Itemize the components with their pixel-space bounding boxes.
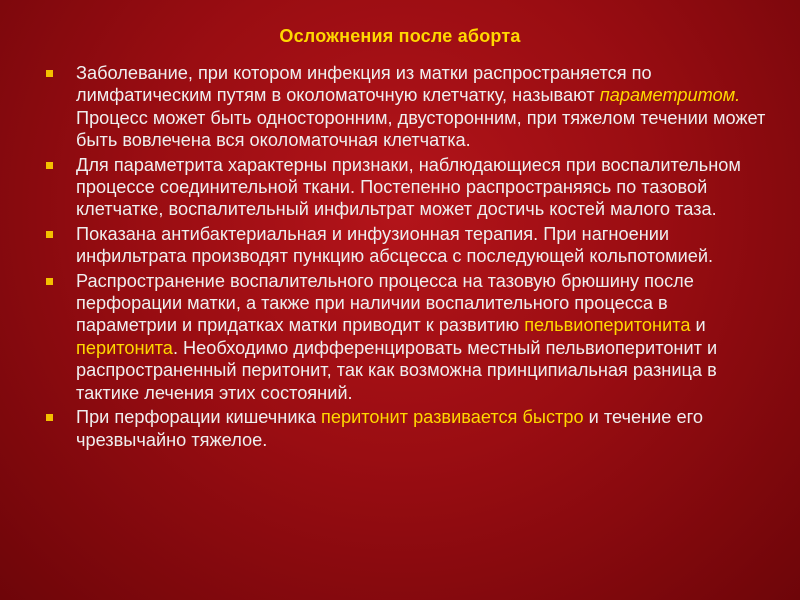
highlight-term: перитонит развивается быстро <box>321 407 584 428</box>
square-bullet-icon <box>46 278 53 285</box>
bullet-text: . Необходимо дифференцировать местный пельвиоперитонит и распространенный перитонит, так как возможна принципиальная разница в тактике лечения этих состояний. <box>76 337 718 403</box>
bullet-item <box>40 270 770 404</box>
bullet-list <box>40 62 770 453</box>
square-bullet-icon <box>46 162 53 169</box>
bullet-text: и течение его чрезвычайно тяжелое. <box>76 407 703 450</box>
bullet-item <box>40 154 770 221</box>
bullet-text: Заболевание, при котором инфекция из матки распространяется по лимфатическим путям в околоматочную клетчатку, называют <box>76 63 652 106</box>
bullet-text: Для параметрита характерны признаки, наблюдающиеся при воспалительном процессе соединительной ткани. Постепенно распространяясь по тазовой клетчатке, воспалительный инфильтрат может достичь костей малого таза. <box>76 154 741 220</box>
bullet-text: Распространение воспалительного процесса на тазовую брюшину после перфорации матки, а также при наличии воспалительного процесса в параметрии и придатках матки приводит к развитию <box>76 270 694 336</box>
square-bullet-icon <box>46 414 53 421</box>
highlight-term: пельвиоперитонита <box>524 315 691 336</box>
bullet-item <box>40 62 770 152</box>
bullet-item <box>40 223 770 268</box>
bullet-text: Процесс может быть односторонним, двусторонним, при тяжелом течении может быть вовлечена вся околоматочная клетчатка. <box>76 107 766 151</box>
bullet-item <box>40 406 770 451</box>
square-bullet-icon <box>46 231 53 238</box>
bullet-text: При перфорации кишечника <box>76 407 321 428</box>
square-bullet-icon <box>46 70 53 77</box>
bullet-text: Показана антибактериальная и инфузионная терапия. При нагноении инфильтрата производят пункцию абсцесса с последующей кольпотомией. <box>76 223 714 267</box>
highlight-term: параметритом. <box>599 85 741 106</box>
slide-title: Осложнения после аборта <box>279 26 521 46</box>
bullet-text: и <box>690 315 706 336</box>
highlight-term: перитонита <box>76 337 173 358</box>
